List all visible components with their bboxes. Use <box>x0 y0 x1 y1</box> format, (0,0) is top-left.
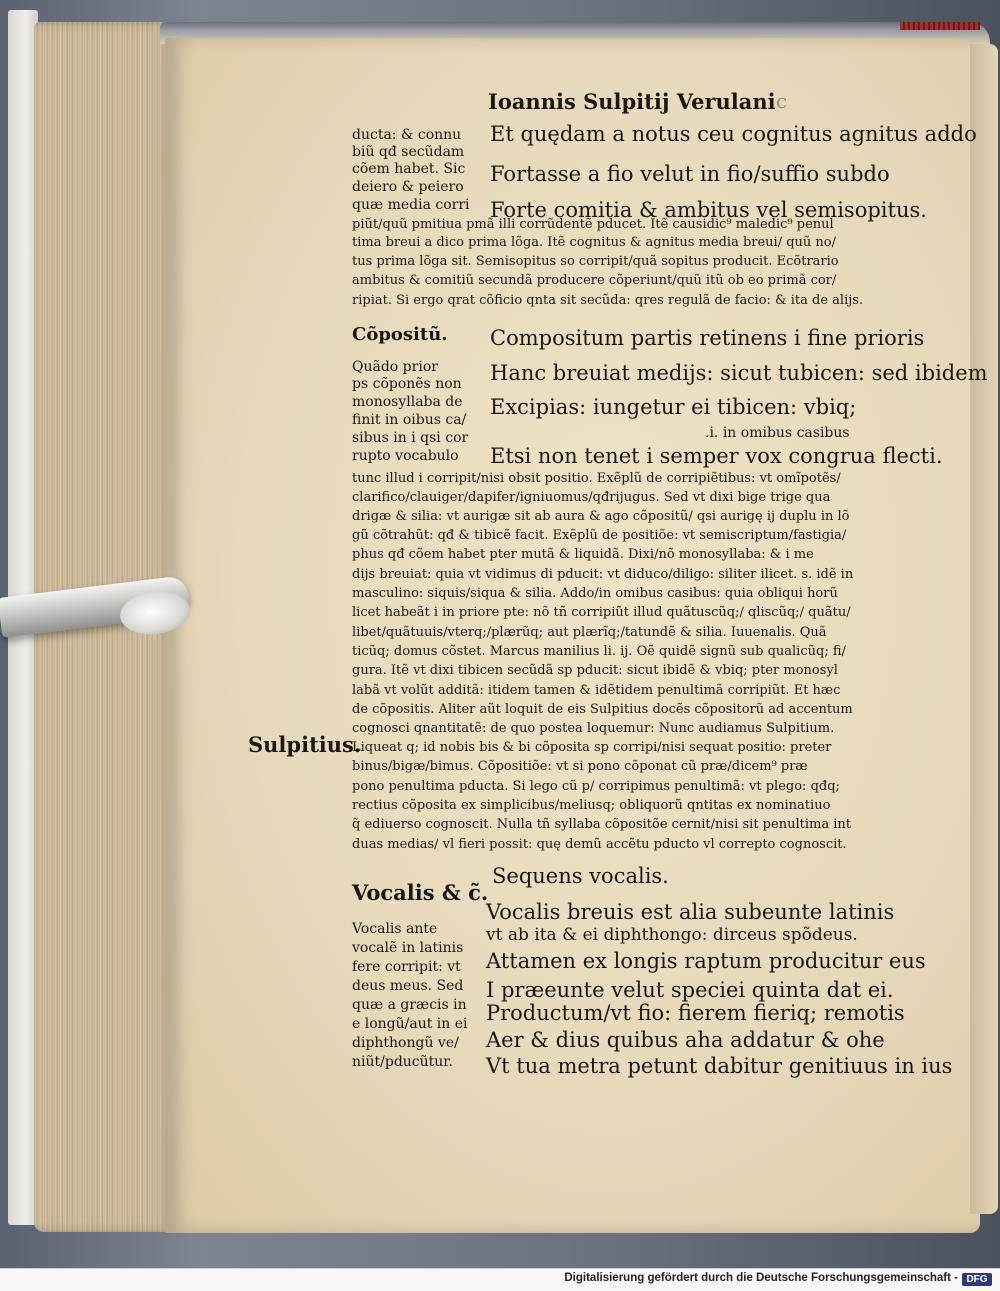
margin-note-line: sibus in i qsi cor <box>352 430 469 446</box>
footer-bar <box>0 1268 1000 1291</box>
margin-section-label: Cõpositũ. <box>352 324 448 345</box>
margin-note-line: ps cõponẽs non <box>352 376 462 392</box>
commentary-line: de cõpositis. Aliter aũt loquit de eis Sulpitius docẽs cõpositorũ ad accentum <box>352 702 853 717</box>
running-head: Ioannis Sulpitij Verulani <box>488 89 776 114</box>
margin-author-label: Sulpitius. <box>248 732 362 757</box>
interlinear-gloss: .i. in omibus casibus <box>705 425 850 441</box>
commentary-line: duas medias/ vl fieri possit: quę demũ accẽtu pducto vl correpto cognoscit. <box>352 837 847 852</box>
margin-note-line: quæ media corri <box>352 197 470 213</box>
section-title: Sequens vocalis. <box>492 864 669 888</box>
verse-line: Et quędam a notus ceu cognitus agnitus addo <box>490 122 977 146</box>
commentary-line: piũt/quũ pmitiua pmã illi corrũdentẽ pducet. Itẽ causidic⁹ maledic⁹ penul <box>352 217 834 232</box>
commentary-line: libet/quãtuuis/vterq;/plærũq; aut plærĩq;/tatundẽ & silia. Iuuenalis. Quã <box>352 625 827 640</box>
margin-note-line: fere corripit: vt <box>352 959 461 975</box>
margin-note-line: Quãdo prior <box>352 359 438 375</box>
funding-credit: Digitalisierung gefördert durch die Deutsche Forschungsgemeinschaft - <box>564 1272 958 1284</box>
page-number: c <box>776 89 788 113</box>
commentary-line: ambitus & comitiũ secundã producere cõperiunt/quũ itũ ob eo primã cor/ <box>352 273 837 288</box>
verse-line: Forte comitia & ambitus vel semisopitus. <box>490 198 927 222</box>
commentary-line: pono penultima pducta. Si lego cũ p/ corripimus penultimã: vt plego: qđq; <box>352 779 840 794</box>
commentary-line: ripiat. Si ergo qrat cõficio qnta sit secũda: qres regulã de facio: & ita de alijs. <box>352 293 864 308</box>
next-page-edge <box>970 44 998 1214</box>
margin-note-line: biũ qđ secũdam <box>352 144 465 160</box>
margin-note-line: e longũ/aut in ei <box>352 1016 468 1032</box>
commentary-line: ticũq; domus cõstet. Marcus manilius li. ij. Oẽ quidẽ signũ sub qualicũq; fi/ <box>352 644 846 659</box>
margin-note-line: deus meus. Sed <box>352 978 464 994</box>
commentary-line: Liqueat q; id nobis bis & bi cõposita sp corripi/nisi sequat positio: preter <box>352 740 832 755</box>
verse-line: Excipias: iungetur ei tibicen: vbiq; <box>490 395 857 419</box>
commentary-line: phus qđ cõem habet pter mutã & liquidã. Dixi/nõ monosyllaba: & i me <box>352 547 814 562</box>
commentary-line: labã vt volũt additã: itidem tamen & idẽtidem penultimã corripiũt. Et hæc <box>352 683 841 698</box>
verse-line: Etsi non tenet i semper vox congrua flecti. <box>490 444 943 468</box>
commentary-line: drigæ & silia: vt aurigæ sit ab aura & ago cõpositũ/ qsi aurigę ij duplu in lõ <box>352 509 850 524</box>
verse-line: Hanc breuiat medijs: sicut tubicen: sed ibidem <box>490 361 988 385</box>
margin-note-line: vocalẽ in latinis <box>352 940 464 956</box>
commentary-line: clarifico/clauiger/dapifer/igniuomus/qđrijugus. Sed vt dixi bige trige qua <box>352 490 831 505</box>
verse-line: Attamen ex longis raptum producitur eus <box>486 949 926 973</box>
verse-line: Productum/vt fio: fierem fieriq; remotis <box>486 1001 905 1025</box>
verse-line: Compositum partis retinens i fine prioris <box>490 326 925 350</box>
verse-line: I præeunte velut speciei quinta dat ei. <box>486 978 894 1002</box>
commentary-line: licet habeãt i in priore pte: nõ tñ corripiũt illud quãtuscũq;/ qliscũq;/ quãtu/ <box>352 605 851 620</box>
commentary-line: q̃ ediuerso cognoscit. Nulla tñ syllaba cõpositõe cernit/nisi sit penultima int <box>352 817 851 832</box>
commentary-line: tus prima lõga sit. Semisopitus so corripit/quã sopitus producit. Ecõtrario <box>352 254 839 269</box>
margin-section-label: Vocalis & c̃. <box>352 880 489 905</box>
verse-line: Vt tua metra petunt dabitur genitiuus in ius <box>486 1054 953 1078</box>
margin-note-line: rupto vocabulo <box>352 448 459 464</box>
commentary-line: cognosci qnantitatẽ: de quo postea loquemur: Nunc audiamus Sulpitium. <box>352 721 835 736</box>
verse-line: Aer & dius quibus aha addatur & ohe <box>486 1028 885 1052</box>
dfg-logo-icon: DFG <box>962 1273 992 1286</box>
commentary-line: rectius cõposita ex simplicibus/meliusq; obliquorũ qntitas ex nominatiuo <box>352 798 831 813</box>
commentary-line: tima breui a dico prima lõga. Itẽ cognitus & agnitus media breui/ quũ no/ <box>352 235 836 250</box>
margin-note-line: monosyllaba de <box>352 394 463 410</box>
commentary-line: gũ cõtrahũt: qđ & tibicẽ facit. Exẽplũ de positiõe: vt semiscriptum/fastigia/ <box>352 528 847 543</box>
commentary-line: masculino: siquis/siqua & silia. Addo/in omibus casibus: quia obliqui horũ <box>352 586 838 601</box>
margin-note-line: niũt/pducũtur. <box>352 1054 453 1070</box>
bookmark-ribbon <box>900 22 980 30</box>
margin-note-line: finit in oibus ca/ <box>352 412 467 428</box>
verse-line: vt ab ita & ei diphthongo: dirceus spõdeus. <box>486 925 858 945</box>
verse-line: Fortasse a fio velut in fio/suffio subdo <box>490 162 890 186</box>
margin-note-line: cõem habet. Sic <box>352 161 466 177</box>
verse-line: Vocalis breuis est alia subeunte latinis <box>486 900 895 924</box>
margin-note-line: quæ a græcis in <box>352 997 467 1013</box>
commentary-line: dijs breuiat: quia vt vidimus di pducit: vt diduco/diligo: siliter ilicet. s. idẽ in <box>352 567 854 582</box>
margin-note-line: ducta: & connu <box>352 127 462 143</box>
margin-note-line: Vocalis ante <box>352 921 438 937</box>
margin-note-line: deiero & peiero <box>352 179 464 195</box>
commentary-line: gura. Itẽ vt dixi tibicen secũdã sp pducit: sicut ibidẽ & vbiq; pter monosyl <box>352 663 838 678</box>
commentary-line: binus/bigæ/bimus. Cõpositiõe: vt si pono cõponat cũ præ/dicem⁹ præ <box>352 759 808 774</box>
commentary-line: tunc illud i corripit/nisi obsit positio. Exẽplũ de corripiẽtibus: vt omĩpotẽs/ <box>352 471 841 486</box>
margin-note-line: diphthongũ ve/ <box>352 1035 459 1051</box>
